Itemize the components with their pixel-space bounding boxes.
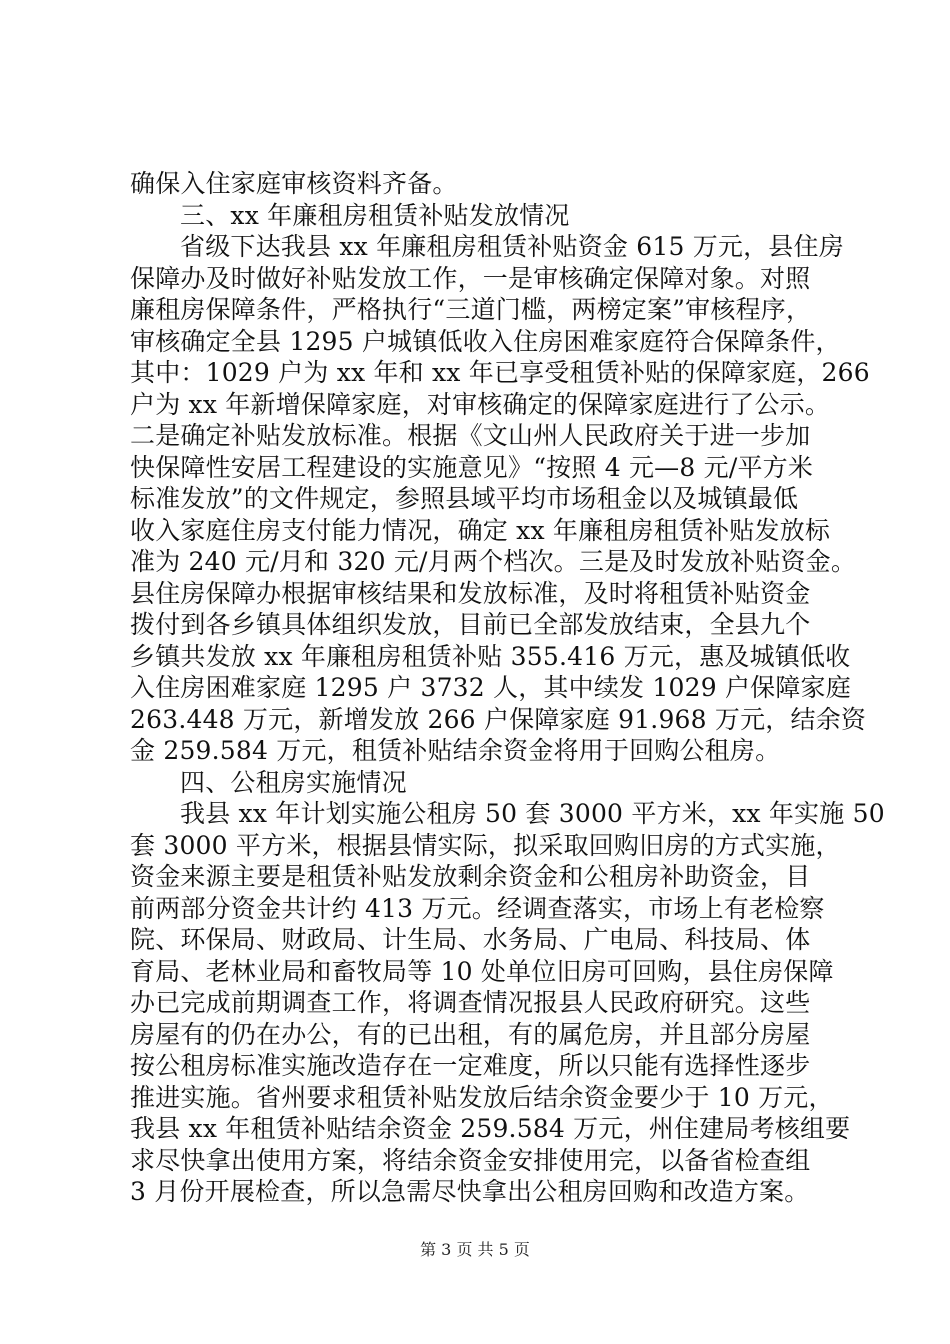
text-line: 我县 xx 年计划实施公租房 50 套 3000 平方米，xx 年实施 50 [180, 799, 885, 828]
text-line: 确保入住家庭审核资料齐备。 [130, 169, 458, 198]
page-footer: 第 3 页 共 5 页 [420, 1240, 530, 1259]
text-line: 省级下达我县 xx 年廉租房租赁补贴资金 615 万元，县住房 [180, 232, 844, 261]
text-line: 套 3000 平方米，根据县情实际，拟采取回购旧房的方式实施， [130, 830, 841, 860]
text-line: 其中：1029 户为 xx 年和 xx 年已享受租赁补贴的保障家庭，266 [130, 358, 870, 387]
text-line: 金 259.584 万元，租赁补贴结余资金将用于回购公租房。 [130, 736, 781, 765]
text-line: 二是确定补贴发放标准。根据《文山州人民政府关于进一步加 [130, 421, 811, 450]
text-line: 育局、老林业局和畜牧局等 10 处单位旧房可回购，县住房保障 [130, 956, 834, 986]
text-line: 标准发放”的文件规定，参照县域平均市场租金以及城镇最低 [130, 484, 799, 513]
text-line: 审核确定全县 1295 户城镇低收入住房困难家庭符合保障条件， [130, 326, 841, 356]
text-line: 263.448 万元，新增发放 266 户保障家庭 91.968 万元，结余资 [130, 704, 867, 734]
text-line: 拨付到各乡镇具体组织发放，目前已全部发放结束，全县九个 [130, 610, 811, 639]
text-line: 按公租房标准实施改造存在一定难度，所以只能有选择性逐步 [130, 1051, 811, 1080]
text-line: 廉租房保障条件，严格执行“三道门槛，两榜定案”审核程序， [130, 295, 812, 324]
text-line: 户为 xx 年新增保障家庭，对审核确定的保障家庭进行了公示。 [130, 389, 831, 419]
document-body [130, 168, 885, 1208]
text-line: 前两部分资金共计约 413 万元。经调查落实，市场上有老检察 [130, 893, 825, 923]
text-line: 准为 240 元/月和 320 元/月两个档次。三是及时发放补贴资金。 [130, 547, 857, 576]
text-line: 我县 xx 年租赁补贴结余资金 259.584 万元，州住建局考核组要 [130, 1114, 851, 1143]
text-line: 四、公租房实施情况 [180, 767, 407, 797]
text-line: 推进实施。省州要求租赁补贴发放后结余资金要少于 10 万元， [130, 1082, 834, 1112]
text-line: 县住房保障办根据审核结果和发放标准，及时将租赁补贴资金 [130, 578, 811, 608]
text-line: 乡镇共发放 xx 年廉租房租赁补贴 355.416 万元，惠及城镇低收 [130, 641, 851, 671]
text-line: 3 月份开展检查，所以急需尽快拿出公租房回购和改造方案。 [130, 1177, 810, 1206]
text-line: 快保障性安居工程建设的实施意见》“按照 4 元—8 元/平方米 [130, 452, 814, 482]
text-line: 房屋有的仍在办公，有的已出租，有的属危房，并且部分房屋 [130, 1019, 811, 1049]
text-line: 保障办及时做好补贴发放工作，一是审核确定保障对象。对照 [130, 263, 811, 293]
text-line: 入住房困难家庭 1295 户 3732 人，其中续发 1029 户保障家庭 [130, 673, 851, 702]
text-line: 收入家庭住房支付能力情况，确定 xx 年廉租房租赁补贴发放标 [130, 515, 831, 545]
text-line: 院、环保局、财政局、计生局、水务局、广电局、科技局、体 [130, 925, 811, 954]
text-line: 资金来源主要是租赁补贴发放剩余资金和公租房补助资金，目 [130, 862, 811, 891]
text-line: 办已完成前期调查工作，将调查情况报县人民政府研究。这些 [130, 988, 811, 1017]
text-line: 三、xx 年廉租房租赁补贴发放情况 [180, 200, 570, 230]
text-line: 求尽快拿出使用方案，将结余资金安排使用完，以备省检查组 [130, 1145, 811, 1175]
